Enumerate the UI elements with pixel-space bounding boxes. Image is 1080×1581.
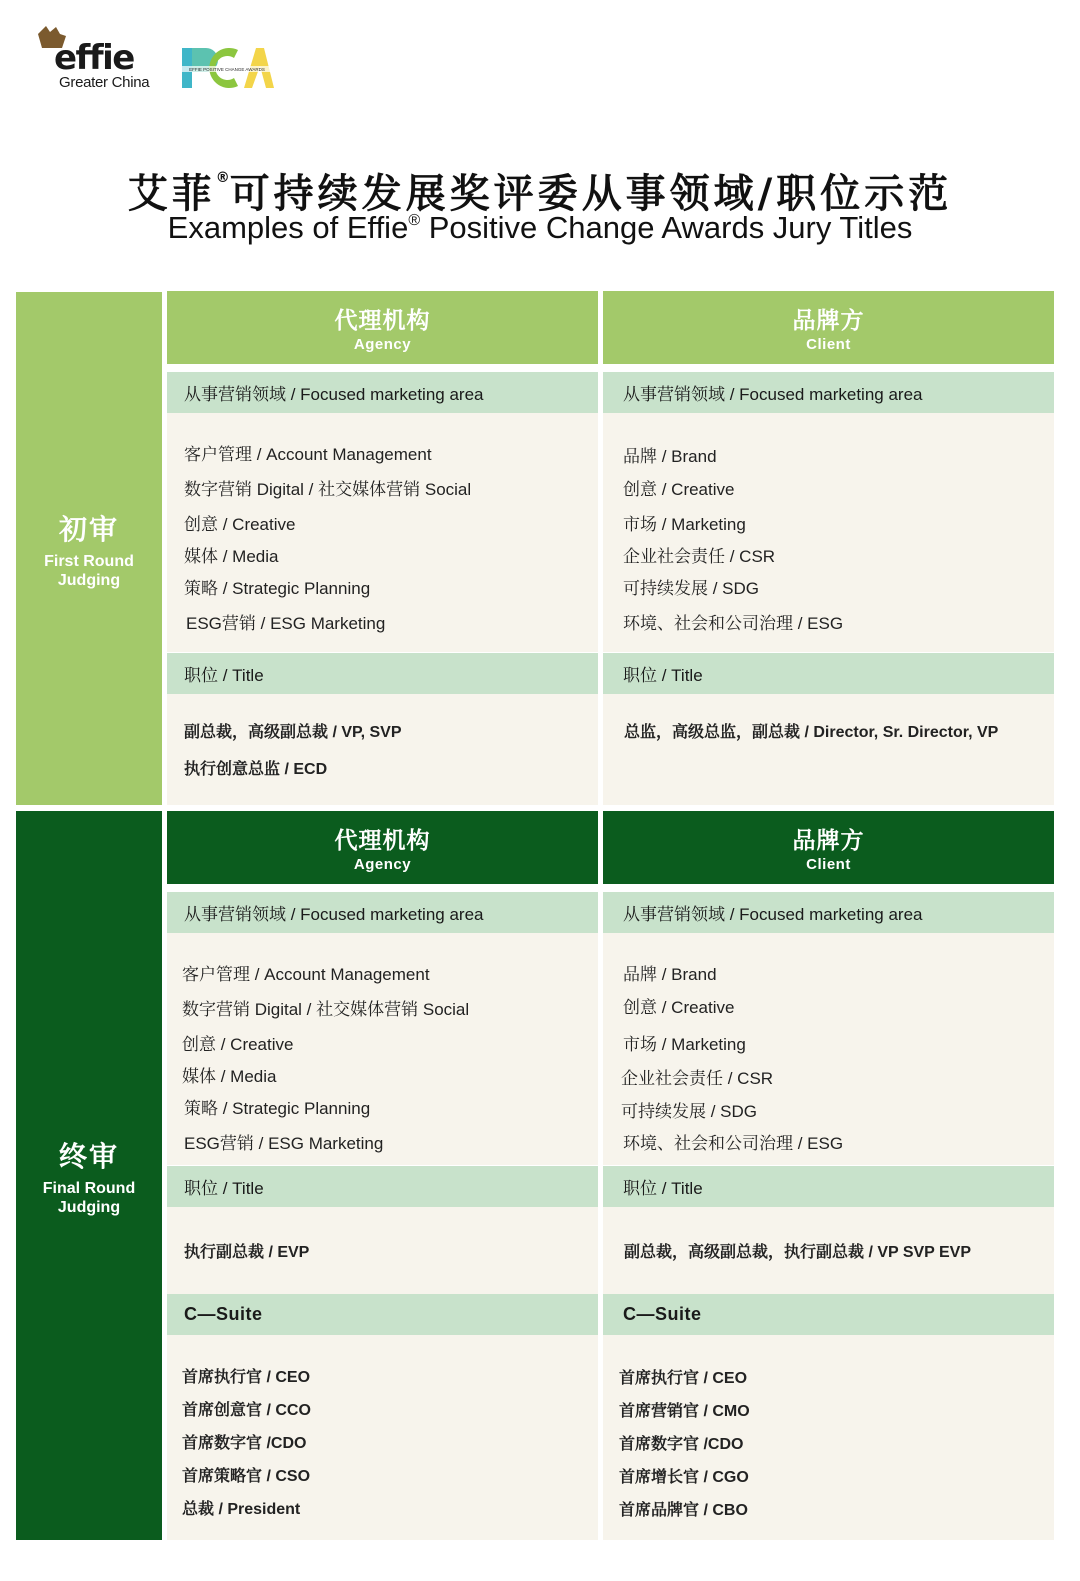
- first-round-client-area-bar: 从事营销领域 / Focused marketing area: [603, 372, 1054, 413]
- final-round-agency-header: 代理机构 Agency: [167, 811, 598, 884]
- list-item: 首席创意官 / CCO: [182, 1402, 311, 1419]
- list-item: 执行副总裁 / EVP: [184, 1244, 310, 1261]
- first-round-label-cn: 初审: [58, 512, 119, 546]
- final-round-label-cn: 终审: [58, 1139, 119, 1173]
- list-item: 市场 / Marketing: [623, 515, 746, 534]
- list-item: 数字营销 Digital / 社交媒体营销 Social: [184, 480, 472, 499]
- final-round-agency-area-bar: 从事营销领域 / Focused marketing area: [167, 892, 598, 933]
- list-item: 可持续发展 / SDG: [623, 579, 760, 598]
- list-item: 客户管理 / Account Management: [182, 965, 430, 984]
- first-round-agency-title-panel: [167, 694, 598, 805]
- list-item: 创意 / Creative: [623, 480, 735, 499]
- list-item: 首席营销官 / CMO: [619, 1403, 750, 1420]
- final-round-label: [16, 811, 162, 1540]
- first-round-agency-area-bar: 从事营销领域 / Focused marketing area: [167, 372, 598, 413]
- list-item: 品牌 / Brand: [623, 965, 717, 984]
- list-item: 首席数字官 /CDO: [182, 1435, 307, 1452]
- first-round-agency-header: 代理机构 Agency: [167, 291, 598, 364]
- first-round-client-title-panel: [603, 694, 1054, 805]
- first-round-label-en: First Round Judging: [44, 552, 134, 589]
- page-title-en: Examples of Effie® Positive Change Awards Jury Titles: [167, 210, 913, 245]
- final-round-client-title-bar: 职位 / Title: [603, 1166, 1054, 1207]
- list-item: 策略 / Strategic Planning: [184, 579, 371, 598]
- list-item: 创意 / Creative: [623, 998, 735, 1017]
- list-item: 企业社会责任 / CSR: [623, 547, 776, 566]
- list-item: 副总裁，高级副总裁，执行副总裁 / VP SVP EVP: [624, 1244, 972, 1261]
- list-item: 策略 / Strategic Planning: [184, 1099, 371, 1118]
- list-item: 首席执行官 / CEO: [182, 1369, 311, 1386]
- first-round-client-header: 品牌方 Client: [603, 291, 1054, 364]
- list-item: 首席增长官 / CGO: [619, 1469, 749, 1486]
- list-item: 副总裁，高级副总裁 / VP, SVP: [184, 724, 402, 741]
- list-item: ESG营销 / ESG Marketing: [186, 614, 386, 633]
- list-item: 品牌 / Brand: [623, 447, 717, 466]
- list-item: 总监，高级总监，副总裁 / Director, Sr. Director, VP: [624, 724, 999, 741]
- list-item: 创意 / Creative: [182, 1035, 294, 1054]
- list-item: 创意 / Creative: [184, 515, 296, 534]
- list-item: 市场 / Marketing: [623, 1035, 746, 1054]
- final-round-agency-csuite-bar: C—Suite: [167, 1294, 598, 1335]
- list-item: 企业社会责任 / CSR: [621, 1069, 774, 1088]
- list-item: 首席数字官 /CDO: [619, 1436, 744, 1453]
- list-item: 媒体 / Media: [182, 1067, 277, 1086]
- list-item: 总裁 / President: [182, 1501, 301, 1518]
- pca-logo-small-text: EFFIE POSITIVE CHANGE AWARDS: [189, 67, 265, 72]
- first-round-label: [16, 292, 162, 805]
- pca-logo: [180, 44, 274, 92]
- list-item: 客户管理 / Account Management: [184, 445, 432, 464]
- page-title-cn: 艾菲®可持续发展奖评委从事领域/职位示范: [127, 170, 953, 217]
- final-round-agency-title-bar: 职位 / Title: [167, 1166, 598, 1207]
- effie-logo-subtitle: Greater China: [59, 74, 150, 91]
- final-round-client-csuite-bar: C—Suite: [603, 1294, 1054, 1335]
- final-round-label-en: Final Round Judging: [42, 1179, 136, 1216]
- list-item: 首席执行官 / CEO: [619, 1370, 748, 1387]
- list-item: 可持续发展 / SDG: [621, 1102, 758, 1121]
- list-item: ESG营销 / ESG Marketing: [184, 1134, 384, 1153]
- list-item: 首席品牌官 / CBO: [619, 1502, 748, 1519]
- list-item: 媒体 / Media: [184, 547, 279, 566]
- first-round-client-title-bar: 职位 / Title: [603, 653, 1054, 694]
- list-item: 数字营销 Digital / 社交媒体营销 Social: [182, 1000, 470, 1019]
- list-item: 环境、社会和公司治理 / ESG: [623, 1134, 844, 1153]
- list-item: 执行创意总监 / ECD: [184, 761, 328, 778]
- list-item: 首席策略官 / CSO: [182, 1468, 311, 1485]
- list-item: 环境、社会和公司治理 / ESG: [623, 614, 844, 633]
- final-round-client-area-bar: 从事营销领域 / Focused marketing area: [603, 892, 1054, 933]
- first-round-agency-title-bar: 职位 / Title: [167, 653, 598, 694]
- final-round-client-header: 品牌方 Client: [603, 811, 1054, 884]
- effie-logo: effie: [54, 38, 134, 78]
